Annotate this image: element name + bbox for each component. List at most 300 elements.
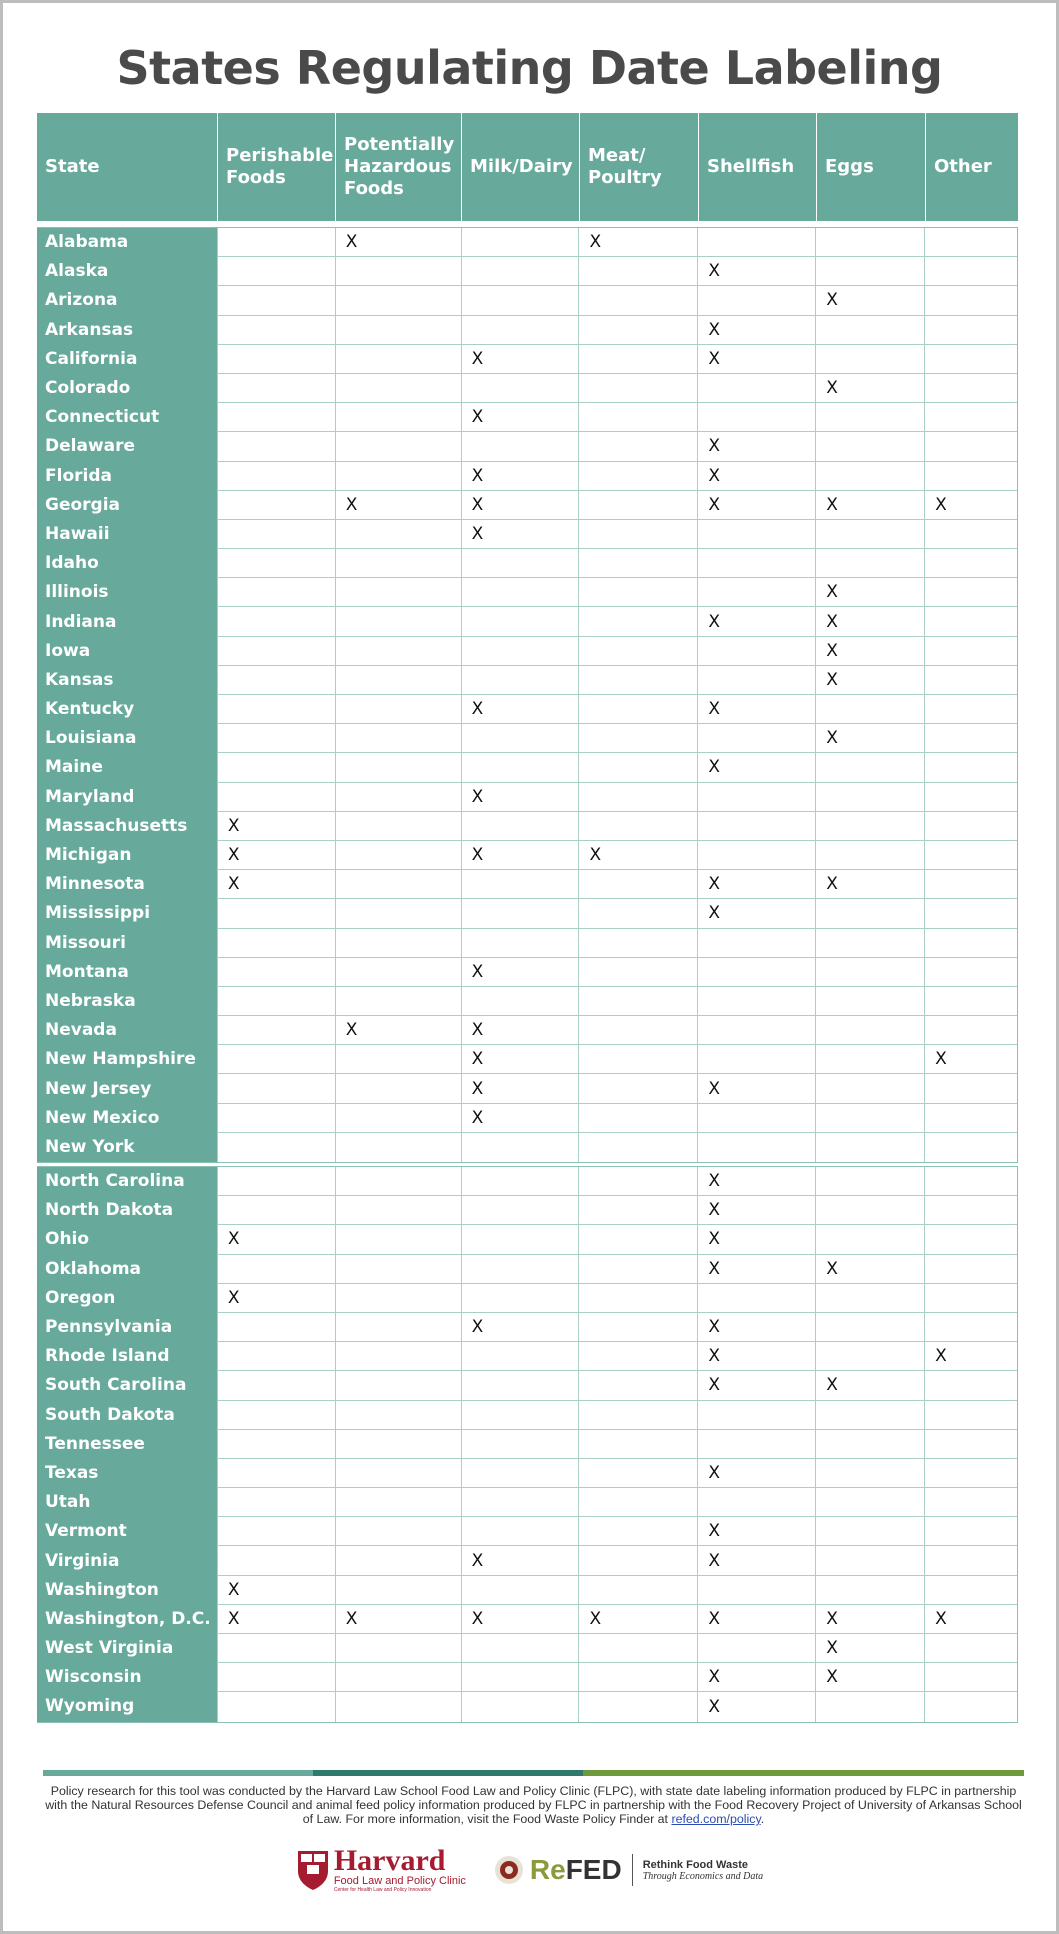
- mark-cell: [578, 1634, 697, 1663]
- mark-cell: [217, 666, 335, 695]
- mark-cell: X: [461, 958, 579, 987]
- mark-cell: [217, 1104, 335, 1133]
- mark-cell: [335, 929, 461, 958]
- mark-cell: [697, 1488, 815, 1517]
- mark-cell: [815, 1045, 924, 1074]
- mark-cell: [217, 1342, 335, 1371]
- mark-cell: [217, 1371, 335, 1400]
- mark-cell: [697, 1401, 815, 1430]
- mark-cell: [461, 1663, 579, 1692]
- mark-cell: X: [697, 1371, 815, 1400]
- state-name: Missouri: [37, 929, 217, 958]
- table-row: [37, 1255, 1017, 1284]
- mark-cell: [217, 1459, 335, 1488]
- mark-cell: X: [461, 345, 579, 374]
- mark-cell: [335, 549, 461, 578]
- mark-cell: [217, 462, 335, 491]
- mark-cell: [217, 724, 335, 753]
- mark-cell: [461, 374, 579, 403]
- table-row: [37, 432, 1017, 461]
- state-name: Tennessee: [37, 1430, 217, 1459]
- mark-cell: [335, 1196, 461, 1225]
- header-potentially-hazardous-foods: Potentially Hazardous Foods: [335, 113, 461, 221]
- mark-cell: [335, 695, 461, 724]
- state-name: Arkansas: [37, 316, 217, 345]
- footer-bar-segment: [43, 1770, 313, 1776]
- mark-cell: [578, 1133, 697, 1162]
- header-meat-poultry: Meat/ Poultry: [579, 113, 698, 221]
- mark-cell: X: [924, 491, 1017, 520]
- table-row: [37, 783, 1017, 812]
- mark-cell: [461, 1634, 579, 1663]
- mark-cell: [461, 549, 579, 578]
- mark-cell: [335, 1459, 461, 1488]
- mark-cell: [924, 520, 1017, 549]
- mark-cell: [815, 403, 924, 432]
- mark-cell: X: [461, 841, 579, 870]
- mark-cell: [335, 987, 461, 1016]
- mark-cell: [461, 1430, 579, 1459]
- table-row: [37, 549, 1017, 578]
- mark-cell: [815, 228, 924, 257]
- mark-cell: X: [697, 1074, 815, 1103]
- mark-cell: [217, 1313, 335, 1342]
- state-name: Connecticut: [37, 403, 217, 432]
- mark-cell: [815, 345, 924, 374]
- mark-cell: [217, 1401, 335, 1430]
- mark-cell: [217, 1255, 335, 1284]
- mark-cell: [217, 1430, 335, 1459]
- state-name: Washington: [37, 1576, 217, 1605]
- state-name: Idaho: [37, 549, 217, 578]
- table-row: [37, 1225, 1017, 1254]
- mark-cell: X: [217, 1605, 335, 1634]
- mark-cell: [815, 1196, 924, 1225]
- mark-cell: [217, 783, 335, 812]
- mark-cell: [578, 257, 697, 286]
- mark-cell: X: [924, 1605, 1017, 1634]
- mark-cell: [815, 1546, 924, 1575]
- header-milk-dairy: Milk/Dairy: [461, 113, 579, 221]
- mark-cell: [461, 870, 579, 899]
- mark-cell: X: [217, 1284, 335, 1313]
- mark-cell: [335, 1167, 461, 1196]
- mark-cell: [697, 549, 815, 578]
- mark-cell: X: [697, 1342, 815, 1371]
- mark-cell: [815, 1517, 924, 1546]
- mark-cell: [815, 1488, 924, 1517]
- mark-cell: [815, 257, 924, 286]
- mark-cell: X: [217, 1576, 335, 1605]
- mark-cell: X: [217, 1225, 335, 1254]
- mark-cell: [578, 1313, 697, 1342]
- table-row: [37, 1016, 1017, 1045]
- mark-cell: [217, 753, 335, 782]
- mark-cell: [924, 1167, 1017, 1196]
- mark-cell: [697, 374, 815, 403]
- state-name: Ohio: [37, 1225, 217, 1254]
- mark-cell: [217, 1167, 335, 1196]
- mark-cell: [461, 812, 579, 841]
- mark-cell: [217, 1692, 335, 1721]
- mark-cell: [217, 491, 335, 520]
- mark-cell: [335, 1576, 461, 1605]
- table-row: [37, 1430, 1017, 1459]
- mark-cell: X: [578, 1605, 697, 1634]
- state-name: Maryland: [37, 783, 217, 812]
- mark-cell: [578, 578, 697, 607]
- mark-cell: X: [697, 1313, 815, 1342]
- mark-cell: [697, 228, 815, 257]
- mark-cell: [924, 841, 1017, 870]
- header-other: Other: [925, 113, 1018, 221]
- mark-cell: [461, 1342, 579, 1371]
- mark-cell: X: [461, 1605, 579, 1634]
- mark-cell: [578, 1371, 697, 1400]
- mark-cell: [815, 929, 924, 958]
- mark-cell: [335, 286, 461, 315]
- mark-cell: [924, 549, 1017, 578]
- mark-cell: [815, 1016, 924, 1045]
- footnote-end: .: [760, 1812, 765, 1826]
- mark-cell: [924, 1133, 1017, 1162]
- state-name: Alaska: [37, 257, 217, 286]
- table-row: [37, 1576, 1017, 1605]
- mark-cell: [815, 1313, 924, 1342]
- mark-cell: X: [335, 228, 461, 257]
- mark-cell: [924, 228, 1017, 257]
- mark-cell: [217, 1133, 335, 1162]
- mark-cell: X: [578, 228, 697, 257]
- table-row: [37, 841, 1017, 870]
- mark-cell: X: [461, 491, 579, 520]
- table-row: [37, 987, 1017, 1016]
- mark-cell: [815, 753, 924, 782]
- table-row: [37, 1401, 1017, 1430]
- mark-cell: [697, 1576, 815, 1605]
- state-name: Illinois: [37, 578, 217, 607]
- mark-cell: [461, 578, 579, 607]
- mark-cell: [697, 286, 815, 315]
- table-row: [37, 257, 1017, 286]
- mark-cell: [815, 462, 924, 491]
- mark-cell: [461, 637, 579, 666]
- mark-cell: [335, 1430, 461, 1459]
- mark-cell: [578, 491, 697, 520]
- page-title: States Regulating Date Labeling: [116, 41, 943, 95]
- mark-cell: [697, 637, 815, 666]
- mark-cell: [697, 1016, 815, 1045]
- mark-cell: X: [697, 462, 815, 491]
- mark-cell: X: [461, 695, 579, 724]
- mark-cell: [815, 958, 924, 987]
- table-header: [37, 113, 1018, 221]
- mark-cell: [335, 1517, 461, 1546]
- mark-cell: [815, 899, 924, 928]
- mark-cell: X: [217, 841, 335, 870]
- state-name: Montana: [37, 958, 217, 987]
- mark-cell: [924, 316, 1017, 345]
- mark-cell: [578, 1016, 697, 1045]
- mark-cell: X: [697, 432, 815, 461]
- date-labeling-table: [37, 113, 1018, 1723]
- mark-cell: X: [815, 1605, 924, 1634]
- harvard-shield-icon: [296, 1849, 330, 1891]
- mark-cell: [217, 345, 335, 374]
- mark-cell: [815, 812, 924, 841]
- mark-cell: X: [815, 1634, 924, 1663]
- mark-cell: [217, 1634, 335, 1663]
- mark-cell: [924, 870, 1017, 899]
- state-name: Michigan: [37, 841, 217, 870]
- state-name: Kansas: [37, 666, 217, 695]
- mark-cell: [815, 1284, 924, 1313]
- mark-cell: [335, 1255, 461, 1284]
- mark-cell: [924, 1459, 1017, 1488]
- state-name: Florida: [37, 462, 217, 491]
- mark-cell: [335, 1104, 461, 1133]
- refed-logo: [494, 1854, 763, 1886]
- table-row: [37, 1371, 1017, 1400]
- table-row: [37, 462, 1017, 491]
- mark-cell: X: [697, 316, 815, 345]
- mark-cell: X: [578, 841, 697, 870]
- table-row: [37, 374, 1017, 403]
- mark-cell: [578, 520, 697, 549]
- mark-cell: X: [815, 1371, 924, 1400]
- mark-cell: [924, 1016, 1017, 1045]
- harvard-name: Harvard: [333, 1844, 446, 1877]
- mark-cell: [335, 345, 461, 374]
- mark-cell: X: [461, 462, 579, 491]
- mark-cell: [461, 432, 579, 461]
- mark-cell: [461, 1284, 579, 1313]
- table-row: [37, 666, 1017, 695]
- state-name: Virginia: [37, 1546, 217, 1575]
- mark-cell: [335, 1546, 461, 1575]
- mark-cell: X: [217, 870, 335, 899]
- mark-cell: X: [461, 520, 579, 549]
- table-row: [37, 286, 1017, 315]
- mark-cell: [461, 1517, 579, 1546]
- mark-cell: X: [697, 870, 815, 899]
- mark-cell: [217, 403, 335, 432]
- mark-cell: [217, 1074, 335, 1103]
- mark-cell: [578, 1517, 697, 1546]
- mark-cell: X: [697, 607, 815, 636]
- mark-cell: [924, 462, 1017, 491]
- harvard-subtitle: Food Law and Policy Clinic: [333, 1875, 466, 1887]
- mark-cell: X: [697, 1459, 815, 1488]
- state-name: Colorado: [37, 374, 217, 403]
- mark-cell: [578, 1225, 697, 1254]
- table-row: [37, 1313, 1017, 1342]
- mark-cell: [578, 1074, 697, 1103]
- mark-cell: X: [461, 1546, 579, 1575]
- mark-cell: [578, 870, 697, 899]
- mark-cell: [578, 607, 697, 636]
- table-row: [37, 520, 1017, 549]
- table-row: [37, 929, 1017, 958]
- table-row: [37, 1196, 1017, 1225]
- state-name: Rhode Island: [37, 1342, 217, 1371]
- mark-cell: X: [461, 403, 579, 432]
- mark-cell: [924, 1692, 1017, 1721]
- mark-cell: [217, 316, 335, 345]
- mark-cell: [217, 1045, 335, 1074]
- mark-cell: [335, 1045, 461, 1074]
- mark-cell: [217, 1546, 335, 1575]
- mark-cell: [335, 578, 461, 607]
- mark-cell: [924, 1255, 1017, 1284]
- table-row: [37, 1342, 1017, 1371]
- mark-cell: [578, 1284, 697, 1313]
- mark-cell: [924, 812, 1017, 841]
- mark-cell: [924, 637, 1017, 666]
- mark-cell: [461, 1488, 579, 1517]
- mark-cell: X: [461, 783, 579, 812]
- mark-cell: [335, 870, 461, 899]
- mark-cell: [578, 958, 697, 987]
- state-name: Maine: [37, 753, 217, 782]
- header-state: State: [45, 156, 100, 177]
- mark-cell: [924, 958, 1017, 987]
- mark-cell: [815, 1692, 924, 1721]
- mark-cell: [697, 1634, 815, 1663]
- mark-cell: [217, 1517, 335, 1546]
- mark-cell: X: [815, 491, 924, 520]
- table-row: [37, 724, 1017, 753]
- mark-cell: [815, 432, 924, 461]
- mark-cell: [578, 1459, 697, 1488]
- state-name: South Carolina: [37, 1371, 217, 1400]
- mark-cell: [217, 228, 335, 257]
- mark-cell: X: [697, 1167, 815, 1196]
- mark-cell: [578, 1576, 697, 1605]
- state-name: Minnesota: [37, 870, 217, 899]
- mark-cell: [578, 1045, 697, 1074]
- table-row: [37, 1605, 1017, 1634]
- mark-cell: [697, 666, 815, 695]
- mark-cell: [335, 462, 461, 491]
- mark-cell: [697, 520, 815, 549]
- mark-cell: [815, 1342, 924, 1371]
- mark-cell: X: [697, 1517, 815, 1546]
- mark-cell: X: [697, 753, 815, 782]
- table-row: [37, 870, 1017, 899]
- mark-cell: [335, 374, 461, 403]
- table-row: [37, 607, 1017, 636]
- table-row: [37, 812, 1017, 841]
- table-row: [37, 345, 1017, 374]
- mark-cell: [924, 432, 1017, 461]
- mark-cell: [217, 374, 335, 403]
- mark-cell: [697, 403, 815, 432]
- state-name: Wyoming: [37, 1692, 217, 1721]
- mark-cell: [815, 520, 924, 549]
- table-row: [37, 1133, 1017, 1162]
- mark-cell: [924, 1313, 1017, 1342]
- mark-cell: [924, 345, 1017, 374]
- mark-cell: X: [697, 1255, 815, 1284]
- mark-cell: [815, 1225, 924, 1254]
- state-name: New Mexico: [37, 1104, 217, 1133]
- table-row: [37, 958, 1017, 987]
- mark-cell: [924, 1488, 1017, 1517]
- mark-cell: [697, 1430, 815, 1459]
- mark-cell: X: [697, 345, 815, 374]
- mark-cell: X: [697, 1605, 815, 1634]
- mark-cell: X: [697, 695, 815, 724]
- state-name: Nevada: [37, 1016, 217, 1045]
- mark-cell: [335, 432, 461, 461]
- mark-cell: [335, 316, 461, 345]
- table-row: [37, 1517, 1017, 1546]
- mark-cell: [335, 724, 461, 753]
- mark-cell: [335, 1074, 461, 1103]
- mark-cell: [924, 929, 1017, 958]
- state-name: Oregon: [37, 1284, 217, 1313]
- state-name: Massachusetts: [37, 812, 217, 841]
- header-perishable-foods: Perishable Foods: [217, 113, 335, 221]
- mark-cell: [335, 783, 461, 812]
- table-row: [37, 1074, 1017, 1103]
- mark-cell: [697, 929, 815, 958]
- mark-cell: [217, 1488, 335, 1517]
- mark-cell: [924, 987, 1017, 1016]
- mark-cell: X: [815, 870, 924, 899]
- mark-cell: [924, 783, 1017, 812]
- mark-cell: [335, 753, 461, 782]
- table-row: [37, 899, 1017, 928]
- table-row: [37, 695, 1017, 724]
- mark-cell: [217, 257, 335, 286]
- state-name: Kentucky: [37, 695, 217, 724]
- mark-cell: [578, 1167, 697, 1196]
- mark-cell: [335, 520, 461, 549]
- mark-cell: X: [815, 1663, 924, 1692]
- state-name: Vermont: [37, 1517, 217, 1546]
- mark-cell: [697, 1045, 815, 1074]
- mark-cell: [578, 1196, 697, 1225]
- mark-cell: [578, 987, 697, 1016]
- header-eggs: Eggs: [816, 113, 925, 221]
- table-row: [37, 228, 1017, 257]
- mark-cell: [217, 520, 335, 549]
- mark-cell: [924, 1371, 1017, 1400]
- mark-cell: X: [697, 1196, 815, 1225]
- mark-cell: [217, 695, 335, 724]
- mark-cell: X: [815, 286, 924, 315]
- mark-cell: [461, 1225, 579, 1254]
- refed-name: ReFED: [529, 1854, 622, 1885]
- mark-cell: [578, 432, 697, 461]
- mark-cell: [461, 987, 579, 1016]
- header-shellfish: Shellfish: [698, 113, 816, 221]
- mark-cell: [217, 549, 335, 578]
- state-name: Pennsylvania: [37, 1313, 217, 1342]
- mark-cell: [335, 1342, 461, 1371]
- state-name: New Jersey: [37, 1074, 217, 1103]
- mark-cell: X: [815, 374, 924, 403]
- mark-cell: [217, 958, 335, 987]
- mark-cell: [461, 1167, 579, 1196]
- table-block-1: [37, 227, 1018, 1163]
- mark-cell: [578, 753, 697, 782]
- refed-policy-link[interactable]: refed.com/policy: [671, 1812, 761, 1826]
- mark-cell: [924, 403, 1017, 432]
- mark-cell: [924, 899, 1017, 928]
